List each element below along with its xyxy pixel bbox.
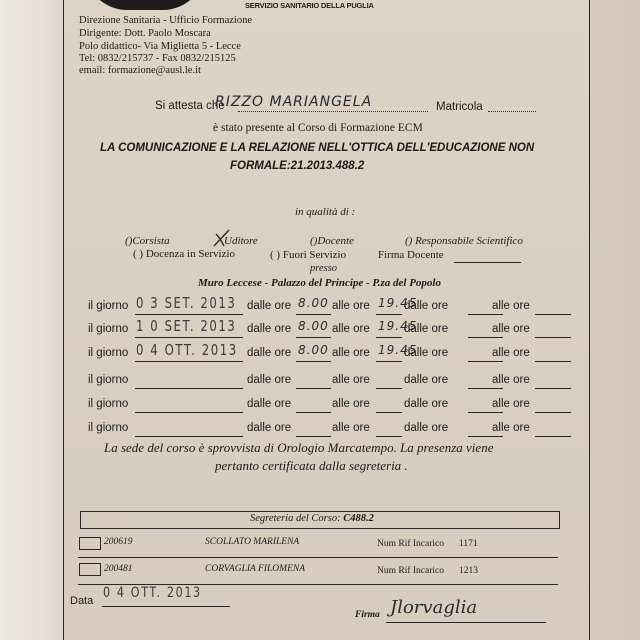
- alle-label: alle ore: [492, 422, 530, 434]
- from-time-field[interactable]: [296, 314, 331, 315]
- to-time-field-value: 19.45: [378, 343, 418, 357]
- staff-checkbox[interactable]: [79, 563, 101, 576]
- from-time-field[interactable]: [296, 337, 331, 338]
- giorno-label: il giorno: [88, 374, 129, 386]
- date-field[interactable]: [135, 361, 243, 362]
- alle-label: alle ore: [492, 398, 530, 410]
- name-dots: [238, 111, 428, 112]
- date-field[interactable]: [135, 388, 243, 389]
- matricola-field[interactable]: [488, 111, 536, 112]
- giorno-label: il giorno: [88, 422, 129, 434]
- alle-label: alle ore: [332, 398, 370, 410]
- note-line1: La sede del corso è sprovvista di Orologio Marcatempo. La presenza viene: [104, 440, 494, 455]
- staff-ref-label: Num Rif Incarico: [377, 566, 445, 576]
- firma-docente-field[interactable]: [454, 262, 521, 263]
- alle-label: alle ore: [332, 300, 370, 312]
- date-field-value: 1 0 SET. 2013: [136, 317, 237, 335]
- role-fuori-servizio[interactable]: ( ) Fuori Servizio: [270, 249, 347, 261]
- date-field-value: 0 3 SET. 2013: [136, 294, 237, 312]
- date-field-line: [102, 606, 230, 607]
- org-label: SERVIZIO SANITARIO DELLA PUGLIA: [245, 1, 374, 10]
- to-time-field-2[interactable]: [535, 388, 571, 389]
- staff-ref: 1213: [459, 566, 478, 576]
- staff-name: SCOLLATO MARILENA: [205, 537, 300, 547]
- role-corsista[interactable]: ()Corsista: [125, 235, 170, 247]
- alle-label: alle ore: [492, 323, 530, 335]
- right-margin: [590, 0, 640, 640]
- role-docente[interactable]: ()Docente: [310, 235, 354, 247]
- staff-ref-label: Num Rif Incarico: [377, 539, 445, 549]
- from-time-field-2[interactable]: [468, 337, 503, 338]
- alle-label: alle ore: [492, 347, 530, 359]
- to-time-field-value: 19.45: [378, 296, 418, 310]
- course-title-line2: FORMALE:21.2013.488.2: [230, 160, 365, 172]
- from-time-field[interactable]: [296, 361, 331, 362]
- to-time-field-2[interactable]: [535, 314, 571, 315]
- role-label: in qualità di :: [295, 206, 356, 218]
- date-field[interactable]: [135, 314, 243, 315]
- alle-label: alle ore: [332, 374, 370, 386]
- to-time-field-2[interactable]: [535, 361, 571, 362]
- dalle-label: dalle ore: [247, 374, 292, 386]
- matricola-label: Matricola: [436, 101, 483, 113]
- to-time-field[interactable]: [376, 388, 402, 389]
- date-field[interactable]: [135, 337, 243, 338]
- giorno-label: il giorno: [88, 300, 129, 312]
- alle-label: alle ore: [332, 422, 370, 434]
- presso-label: presso: [310, 263, 338, 274]
- header-line: Tel: 0832/215737 - Fax 0832/215125: [79, 53, 236, 64]
- to-time-field-2[interactable]: [535, 436, 571, 437]
- left-margin: [0, 0, 63, 640]
- to-time-field[interactable]: [376, 314, 402, 315]
- date-value[interactable]: 0 4 OTT. 2013: [103, 585, 202, 601]
- attendee-name[interactable]: RIZZO MARIANGELA: [215, 94, 373, 110]
- date-label: Data: [70, 595, 94, 607]
- to-time-field[interactable]: [376, 436, 402, 437]
- alle-label: alle ore: [332, 347, 370, 359]
- dalle-label: dalle ore: [404, 347, 449, 359]
- role-uditore[interactable]: Uditore: [224, 235, 258, 247]
- to-time-field[interactable]: [376, 337, 402, 338]
- staff-id: 200481: [104, 564, 133, 574]
- to-time-field[interactable]: [376, 361, 402, 362]
- header-line: email: formazione@ausl.le.it: [79, 65, 201, 76]
- dalle-label: dalle ore: [404, 323, 449, 335]
- from-time-field-value: 8.00: [298, 343, 329, 357]
- giorno-label: il giorno: [88, 398, 129, 410]
- from-time-field-2[interactable]: [468, 361, 503, 362]
- date-field[interactable]: [135, 436, 243, 437]
- date-field-value: 0 4 OTT. 2013: [136, 341, 238, 359]
- from-time-field[interactable]: [296, 436, 331, 437]
- giorno-label: il giorno: [88, 323, 129, 335]
- firma-label: Firma: [355, 610, 380, 620]
- from-time-field-value: 8.00: [298, 296, 329, 310]
- from-time-field[interactable]: [296, 412, 331, 413]
- to-time-field-2[interactable]: [535, 337, 571, 338]
- course-code: C488.2: [343, 513, 374, 524]
- staff-id: 200619: [104, 537, 133, 547]
- alle-label: alle ore: [492, 374, 530, 386]
- header-line: Dirigente: Dott. Paolo Moscara: [79, 28, 211, 39]
- header-line: Polo didattico- Via Miglietta 5 - Lecce: [79, 41, 241, 52]
- alle-label: alle ore: [332, 323, 370, 335]
- dalle-label: dalle ore: [404, 374, 449, 386]
- staff-ref: 1171: [459, 539, 478, 549]
- signature: Jlorvaglia: [390, 597, 478, 618]
- dalle-label: dalle ore: [247, 323, 292, 335]
- dalle-label: dalle ore: [404, 300, 449, 312]
- attest-prefix: Si attesta che: [155, 100, 225, 112]
- role-responsabile[interactable]: () Responsabile Scientifico: [405, 235, 523, 247]
- staff-name: CORVAGLIA FILOMENA: [205, 564, 306, 574]
- from-time-field-2[interactable]: [468, 388, 503, 389]
- firma-field-line[interactable]: [386, 622, 546, 623]
- divider: [78, 557, 558, 558]
- from-time-field[interactable]: [296, 388, 331, 389]
- dalle-label: dalle ore: [247, 347, 292, 359]
- giorno-label: il giorno: [88, 347, 129, 359]
- header-line: Direzione Sanitaria - Ufficio Formazione: [79, 15, 252, 26]
- dalle-label: dalle ore: [247, 300, 292, 312]
- dalle-label: dalle ore: [404, 422, 449, 434]
- dalle-label: dalle ore: [247, 422, 292, 434]
- from-time-field-2[interactable]: [468, 436, 503, 437]
- to-time-field[interactable]: [376, 412, 402, 413]
- date-field[interactable]: [135, 412, 243, 413]
- secretariat-title-prefix: Segreteria del Corso:: [250, 513, 341, 524]
- dalle-label: dalle ore: [247, 398, 292, 410]
- presence-text: è stato presente al Corso di Formazione ECM: [213, 122, 423, 134]
- firma-docente-label: Firma Docente: [378, 249, 444, 261]
- location-place: Muro Leccese - Palazzo del Principe - P.za del Popolo: [198, 277, 441, 289]
- from-time-field-2[interactable]: [468, 314, 503, 315]
- course-title-line1: LA COMUNICAZIONE E LA RELAZIONE NELL'OTTICA DELL'EDUCAZIONE NON: [100, 142, 535, 154]
- staff-checkbox[interactable]: [79, 537, 101, 550]
- note-line2: pertanto certificata dalla segreteria .: [215, 458, 408, 473]
- to-time-field-2[interactable]: [535, 412, 571, 413]
- from-time-field-2[interactable]: [468, 412, 503, 413]
- to-time-field-value: 19.45: [378, 319, 418, 333]
- from-time-field-value: 8.00: [298, 319, 329, 333]
- role-docenza-servizio[interactable]: ( ) Docenza in Servizio: [133, 248, 236, 260]
- secretariat-title: [250, 513, 374, 524]
- dalle-label: dalle ore: [404, 398, 449, 410]
- alle-label: alle ore: [492, 300, 530, 312]
